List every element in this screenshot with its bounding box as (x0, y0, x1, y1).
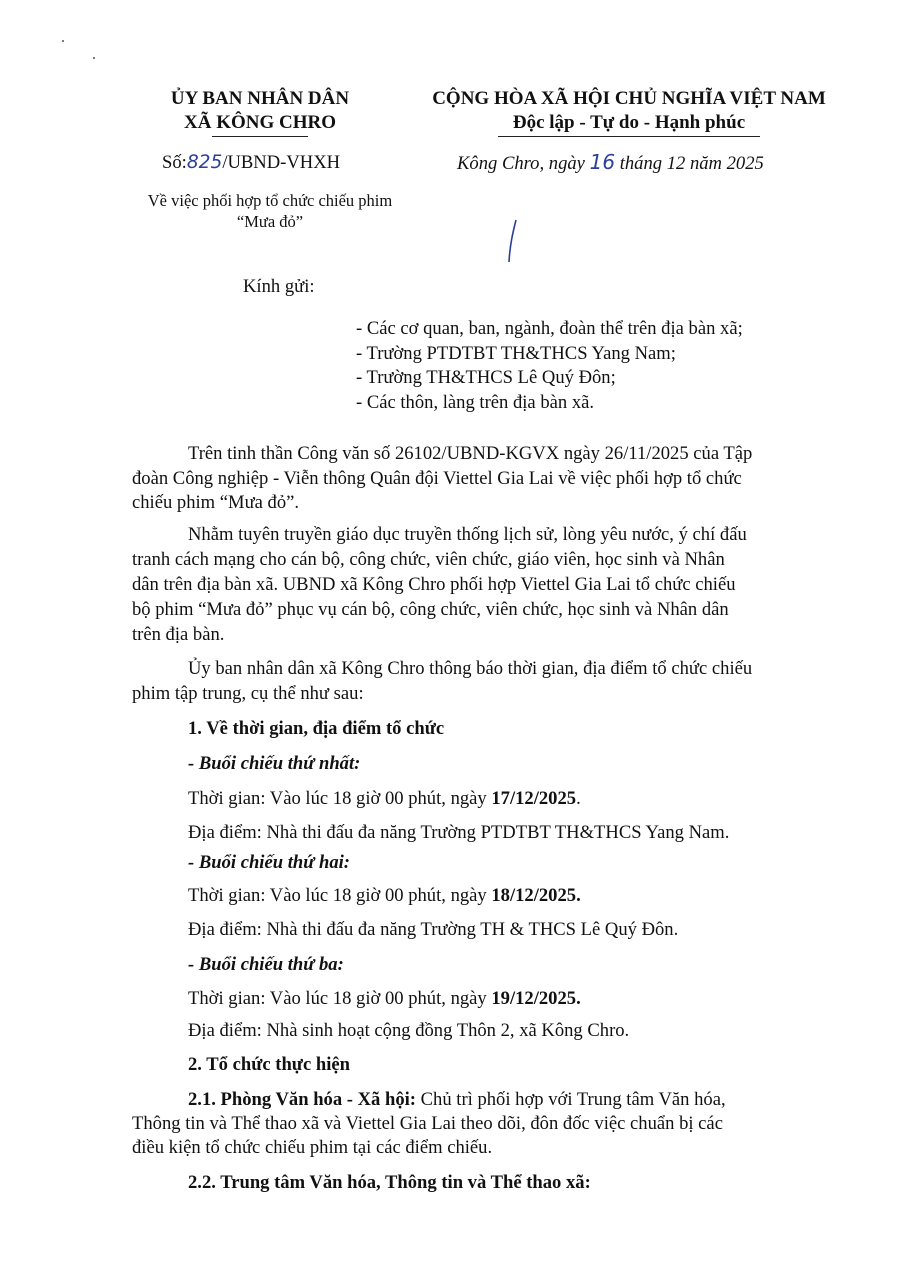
org-name-line2: XÃ KÔNG CHRO (184, 112, 336, 133)
screening-1-title: - Buổi chiếu thứ nhất: (188, 753, 361, 774)
screening-1-time: Thời gian: Vào lúc 18 giờ 00 phút, ngày 17/12/2025. (188, 788, 581, 809)
scan-speck (62, 40, 64, 42)
paragraph-3-line: Ủy ban nhân dân xã Kông Chro thông báo thời gian, địa điểm tổ chức chiếu (188, 658, 753, 679)
screening-1-place: Địa điểm: Nhà thi đấu đa năng Trường PTDTBT TH&THCS Yang Nam. (188, 822, 730, 843)
paragraph-2-line: dân trên địa bàn xã. UBND xã Kông Chro phối hợp Viettel Gia Lai tổ chức chiếu (132, 574, 736, 595)
motto-underline (498, 136, 760, 137)
item-2-2-heading: 2.2. Trung tâm Văn hóa, Thông tin và Thể thao xã: (188, 1172, 591, 1193)
paragraph-3-line: phim tập trung, cụ thể như sau: (132, 683, 364, 704)
screening-2-time: Thời gian: Vào lúc 18 giờ 00 phút, ngày 18/12/2025. (188, 885, 581, 906)
item-2-1-label: 2.1. Phòng Văn hóa - Xã hội: (188, 1089, 416, 1110)
scan-speck (93, 57, 95, 59)
item-2-1-line: Thông tin và Thể thao xã và Viettel Gia Lai theo dõi, đôn đốc việc chuẩn bị các (132, 1113, 723, 1134)
paragraph-2-line: bộ phim “Mưa đỏ” phục vụ cán bộ, công chức, viên chức, học sinh và Nhân dân (132, 599, 729, 620)
org-underline (212, 136, 308, 137)
screening-2-place: Địa điểm: Nhà thi đấu đa năng Trường TH & THCS Lê Quý Đôn. (188, 919, 679, 940)
nation-title: CỘNG HÒA XÃ HỘI CHỦ NGHĨA VIỆT NAM (432, 88, 826, 109)
recipient-item: - Trường PTDTBT TH&THCS Yang Nam; (356, 343, 676, 364)
item-2-1-line: điều kiện tổ chức chiếu phim tại các điểm chiếu. (132, 1137, 493, 1158)
section-1-heading: 1. Về thời gian, địa điểm tổ chức (188, 718, 445, 739)
document-date: Kông Chro, ngày 16 tháng 12 năm 2025 (457, 150, 764, 174)
paragraph-2-line: trên địa bàn. (132, 624, 225, 645)
pen-stroke-mark (506, 218, 520, 266)
nation-motto: Độc lập - Tự do - Hạnh phúc (512, 112, 746, 133)
recipient-item: - Các cơ quan, ban, ngành, đoàn thể trên địa bàn xã; (356, 318, 743, 339)
recipient-item: - Trường TH&THCS Lê Quý Đôn; (356, 367, 616, 388)
handwritten-day: 16 (589, 150, 616, 174)
handwritten-number: 825 (186, 152, 223, 173)
screening-3-title: - Buổi chiếu thứ ba: (188, 954, 344, 975)
org-name-line1: ỦY BAN NHÂN DÂN (170, 88, 350, 109)
paragraph-1-line: Trên tinh thần Công văn số 26102/UBND-KGVX ngày 26/11/2025 của Tập (188, 443, 753, 464)
document-number: Số:825/UBND-VHXH (162, 152, 341, 173)
paragraph-2-line: tranh cách mạng cho cán bộ, công chức, viên chức, giáo viên, học sinh và Nhân (132, 549, 725, 570)
screening-2-title: - Buổi chiếu thứ hai: (188, 852, 350, 873)
screening-3-place: Địa điểm: Nhà sinh hoạt cộng đồng Thôn 2, xã Kông Chro. (188, 1020, 630, 1041)
paragraph-2-line: Nhằm tuyên truyền giáo dục truyền thống lịch sử, lòng yêu nước, ý chí đấu (188, 524, 747, 545)
recipient-item: - Các thôn, làng trên địa bàn xã. (356, 392, 595, 413)
screening-3-time: Thời gian: Vào lúc 18 giờ 00 phút, ngày 19/12/2025. (188, 988, 581, 1009)
greeting: Kính gửi: (243, 276, 315, 297)
subject: Về việc phối hợp tổ chức chiếu phim “Mưa đỏ” (147, 191, 393, 231)
item-2-1-line: 2.1. Phòng Văn hóa - Xã hội: Chủ trì phối hợp với Trung tâm Văn hóa, (188, 1089, 726, 1110)
section-2-heading: 2. Tổ chức thực hiện (188, 1054, 350, 1075)
paragraph-1-line: đoàn Công nghiệp - Viễn thông Quân đội Viettel Gia Lai về việc phối hợp tổ chức (132, 468, 742, 489)
paragraph-1-line: chiếu phim “Mưa đỏ”. (132, 492, 300, 513)
